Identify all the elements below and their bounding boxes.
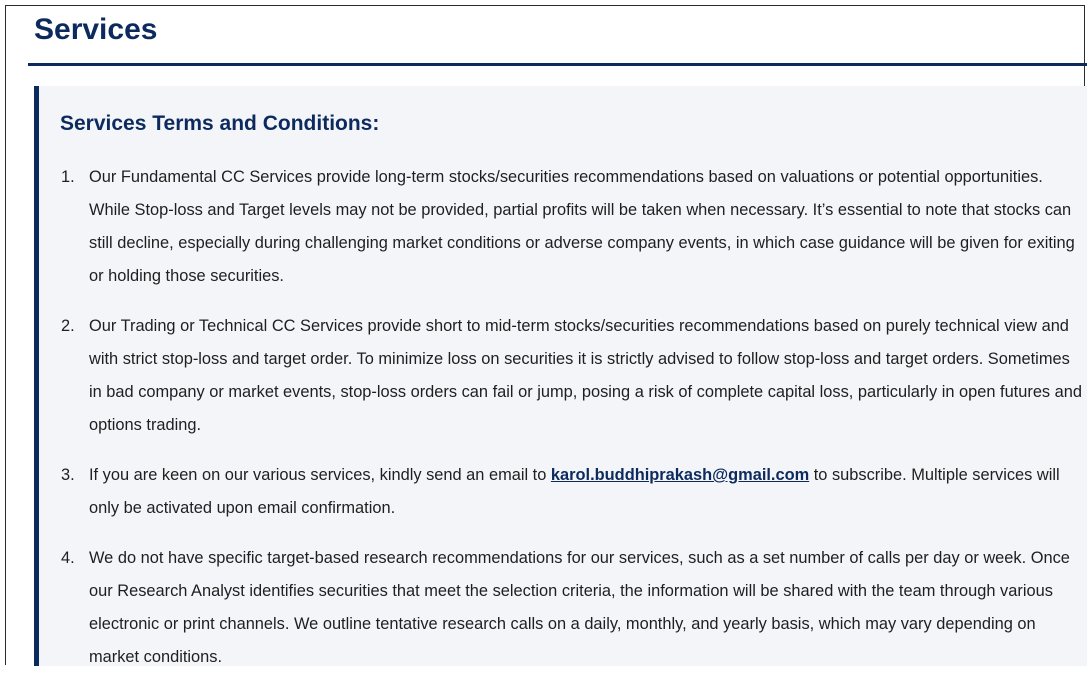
- term-text: Our Trading or Technical CC Services provide short to mid-term stocks/securities recommendations based on purely technical view and with strict stop-loss and target order. To minimize loss on securities it is strictly advised to follow stop-loss and target orders. Sometimes in bad company or market events, stop-loss orders can fail or jump, posing a risk of complete capital loss, particularly in open futures and options trading.: [89, 317, 1083, 434]
- term-text: Our Fundamental CC Services provide long-term stocks/securities recommendations based on valuations or potential opportunities. While Stop-loss and Target levels may not be provided, partial profits will be taken when necessary. It’s essential to note that stocks can still decline, especially during challenging market conditions or adverse company events, in which case guidance will be given for exiting or holding those securities.: [89, 168, 1075, 285]
- page-frame: [5, 5, 1085, 665]
- term-item-4: [61, 542, 1086, 674]
- term-text-before: If you are keen on our various services, kindly send an email to: [89, 466, 551, 484]
- term-text-after: to subscribe. Multiple services will only be activated upon email confirmation.: [89, 466, 1060, 517]
- term-item-1: [61, 161, 1086, 293]
- term-item-3: [61, 459, 1086, 525]
- title-divider: [28, 63, 1087, 66]
- terms-panel: [34, 86, 1087, 666]
- term-item-2: [61, 310, 1086, 442]
- term-text: We do not have specific target-based research recommendations for our services, such as a set number of calls per day or week. Once our Research Analyst identifies securities that meet the selection criteria, the information will be shared with the team through various electronic or print channels. We outline tentative research calls on a daily, monthly, and yearly basis, which may vary depending on market conditions.: [89, 549, 1070, 666]
- term-number: 1.: [61, 168, 75, 186]
- term-number: 4.: [61, 549, 75, 567]
- term-number: 2.: [61, 317, 75, 335]
- terms-heading: Services Terms and Conditions:: [60, 112, 380, 135]
- term-number: 3.: [61, 466, 75, 484]
- email-link[interactable]: karol.buddhiprakash@gmail.com: [550, 466, 810, 484]
- page-title: Services: [34, 13, 158, 46]
- terms-list: [61, 161, 1086, 691]
